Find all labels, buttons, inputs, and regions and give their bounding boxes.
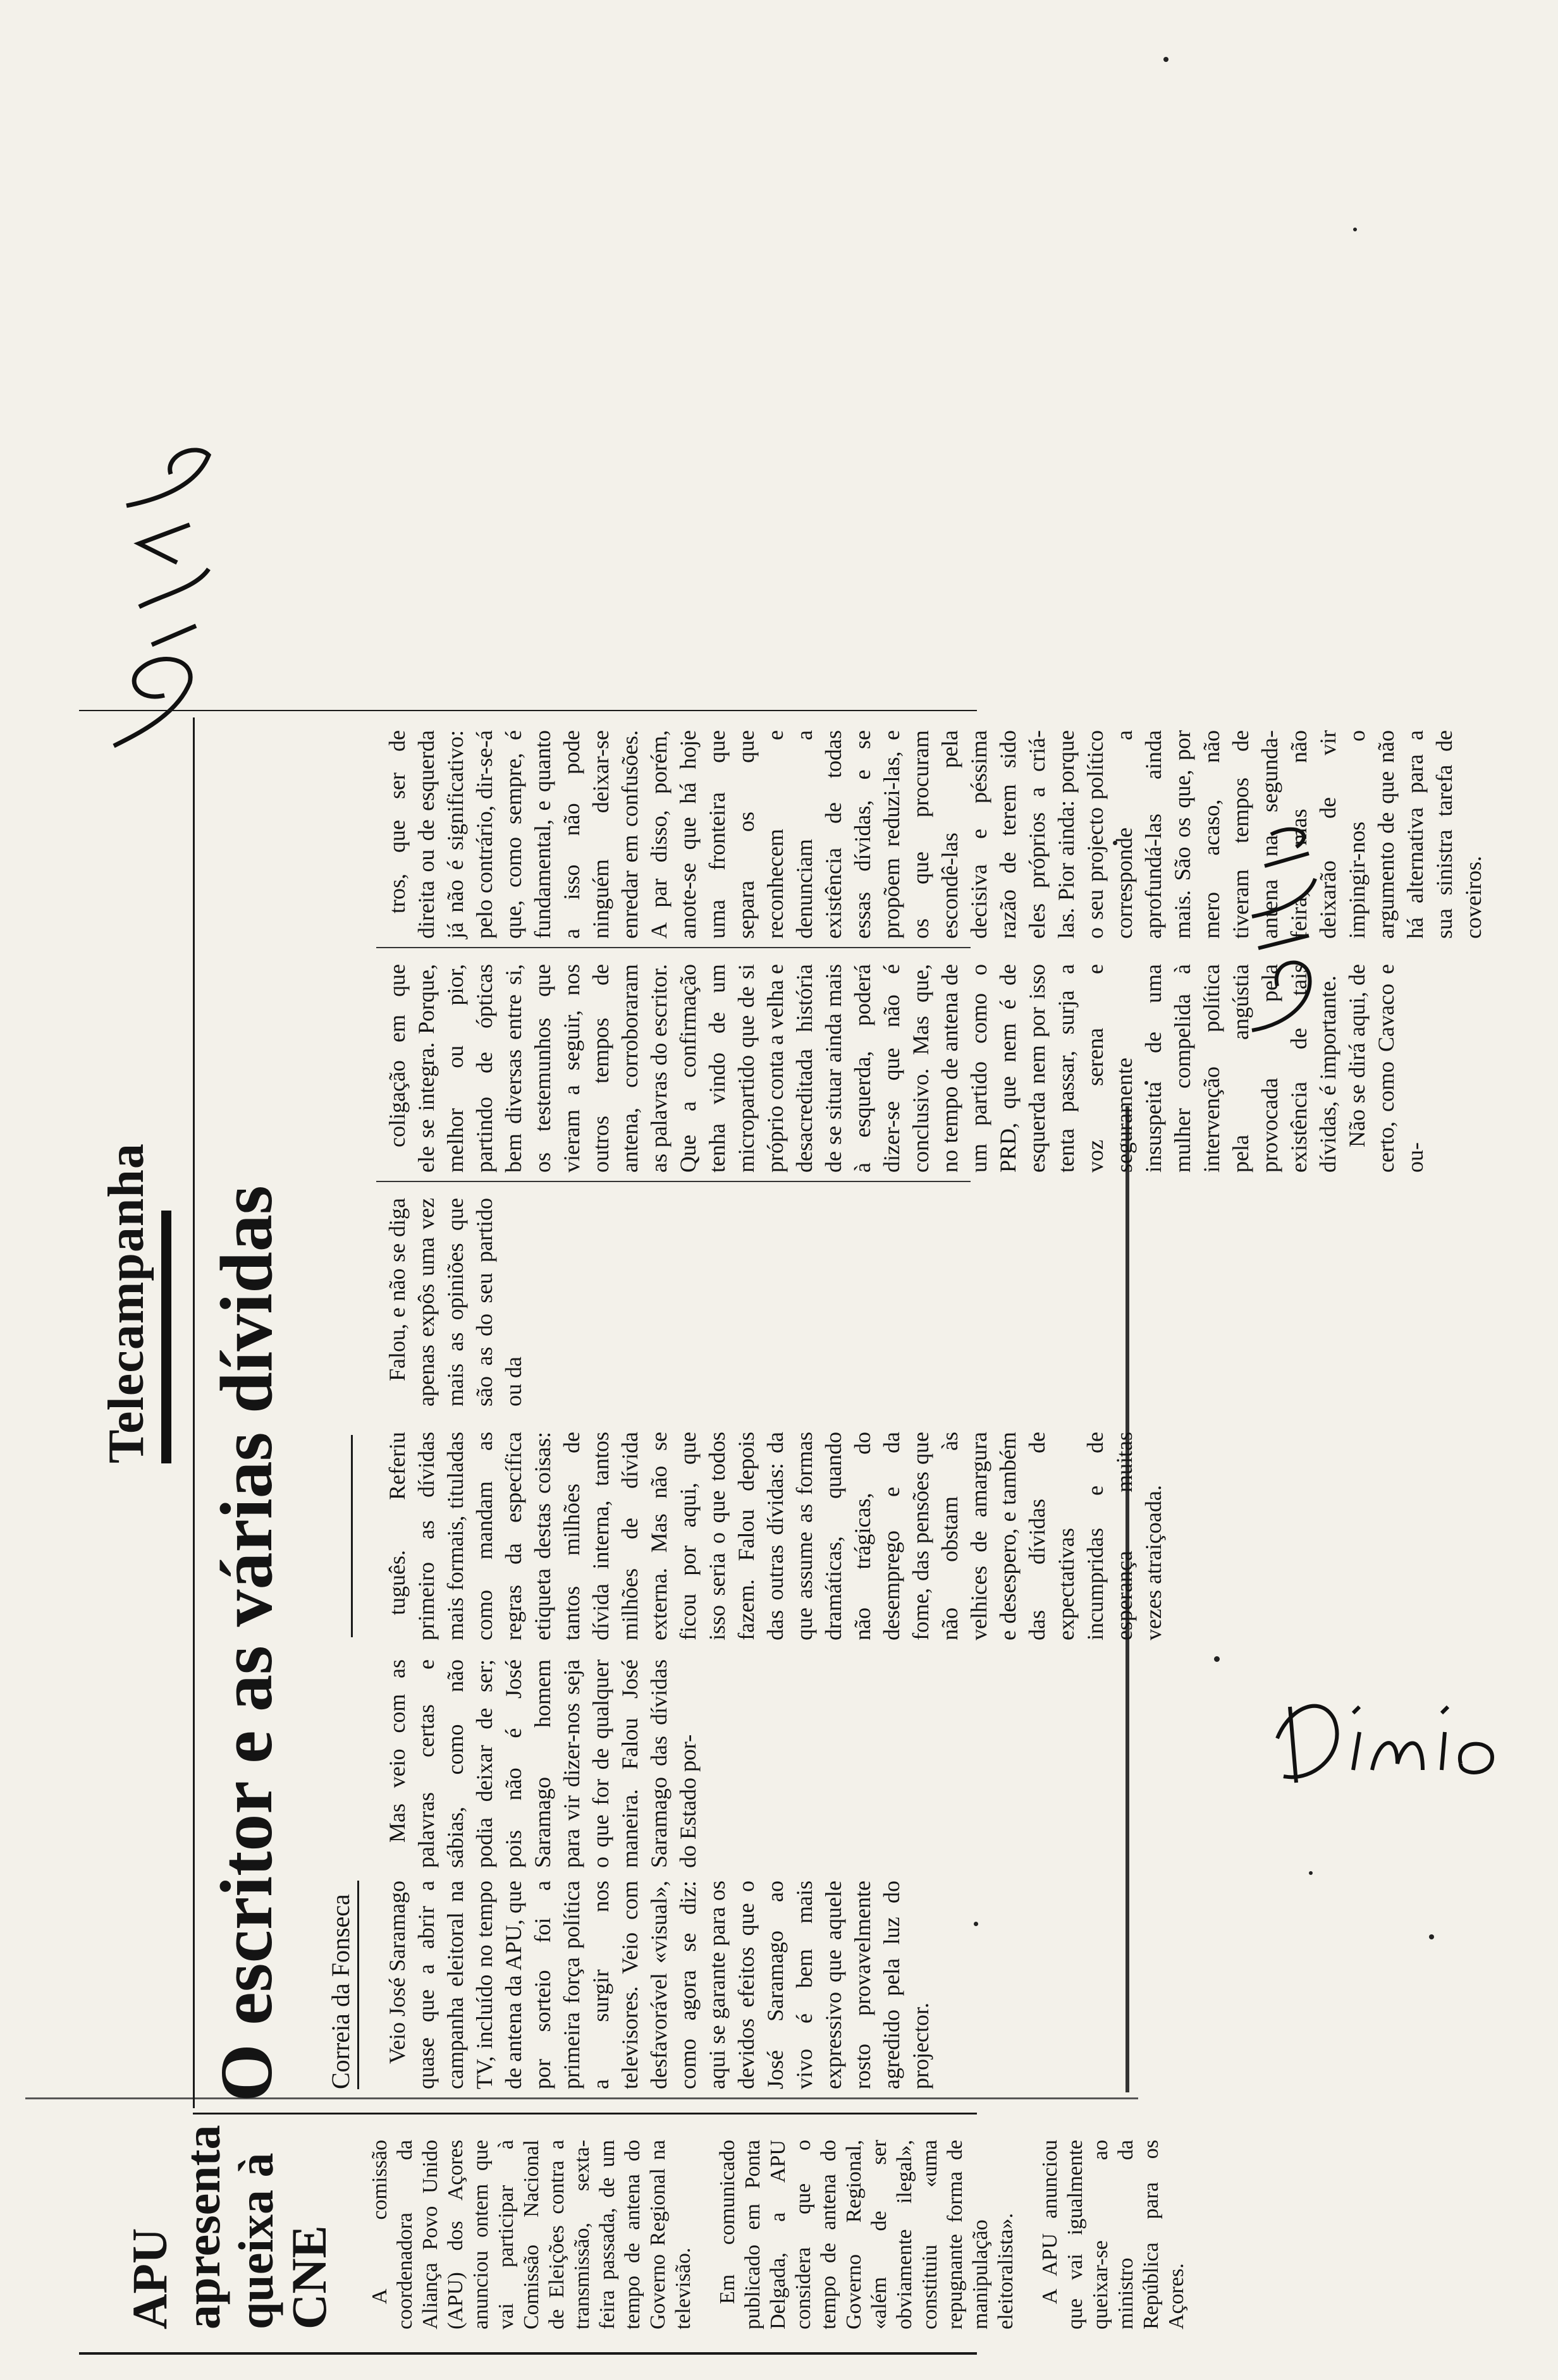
article-column (383, 1198, 528, 1407)
main-headline: O escritor e as várias dívidas (205, 1185, 288, 2102)
section-header (79, 717, 187, 2108)
article-column (383, 1659, 702, 1868)
speck (1163, 57, 1168, 62)
article-paragraph: Não se dirá aqui, de certo, como Cavaco e ou- (1344, 964, 1428, 1173)
side-headline: APU apresenta queixa à CNE (122, 2125, 336, 2329)
side-article (79, 2125, 1188, 2329)
byline: Correia da Fonseca (326, 1894, 355, 2089)
column-divider (376, 1181, 971, 1182)
column-divider (376, 947, 971, 948)
side-paragraph: A APU anunciou que vai igualmente queixar-se ao ministro da República para os Açores. (1038, 2140, 1188, 2329)
section-title: Telecampanha (99, 1143, 154, 1463)
article-paragraph: coligação em que ele se integra. Porque, melhor ou pior, partindo de ópticas bem diversas entre si, os testemunhos que vieram a seguir, nos outros tempos de antena, corroboraram as palavras do escritor. Que a confirmação tenha vindo de um micropartido que de si próprio conta a velha e desacreditada história de se situar ainda mais à esquerda, poderá dizer-se que não é conclusivo. Mas que, no tempo de antena de um partido como o PRD, que nem é de esquerda nem por isso tenta passar, surja a voz serena e seguramente insuspeita de uma mulher compelida à intervenção política pela angústia provocada pela existência de tais dívidas, é importante. (384, 964, 1340, 1173)
newspaper-clipping (79, 534, 1486, 2380)
section-divider (193, 717, 195, 2108)
speck (1429, 1934, 1434, 1939)
section-rule (161, 1211, 171, 1463)
article-paragraph: Falou, e não se diga apenas expôs uma vez mais as opiniões que são as do seu partido ou da (384, 1198, 526, 1407)
column-divider (193, 2113, 977, 2115)
article-paragraph: Veio José Saramago quase que a abrir a campanha eleitoral na TV, incluído no tempo de antena da APU, que por sorteio foi a primeira força política a surgir nos televisores. Veio com desfavorável «visual», como agora se diz: aqui se garante para os devidos efeitos que o José Saramago ao vivo é bem mais expressivo que aquele rosto provavelmente agredido pela luz do projector. (384, 1881, 933, 2089)
side-paragraph: Em comunicado publicado em Ponta Delgada, a APU considera que o tempo de antena do Governo Regional, «além de ser obviamente ilegal», constituiu «uma repugnante forma de manipulação eleitoralista». (716, 2140, 1017, 2329)
speck (1353, 228, 1357, 231)
side-paragraph: A comissão coordenadora da Aliança Povo Unido (APU) dos Açores anunciou ontem que vai participar à Comissão Nacional de Eleições contra a transmissão, sexta-feira passada, de um tempo de antena do Governo Regional na televisão. (368, 2140, 695, 2329)
article-paragraph: tros, que ser de direita ou de esquerda já não é significativo: pelo contrário, dir-se-á que, como sempre, é fundamental, e quanto a isso não pode ninguém deixar-se enredar em confusões. A par disso, porém, anote-se que há hoje uma fronteira que separa os que reconhecem e denunciam a existência de todas essas dívidas, e se propõem reduzi-las, e os que procuram escondê-las pela decisiva e péssima razão de terem sido eles próprios a criá-las. Pior ainda: porque o seu projecto político corresponde a aprofundá-las ainda mais. São os que, por mero acaso, não tiveram tempos de antena na segunda-feira, mas não deixarão de vir impingir-nos o argumento de que não há alternativa para a sua sinistra tarefa de coveiros. (384, 730, 1486, 939)
clipping-border (79, 2352, 977, 2355)
column-rule (351, 1435, 353, 1637)
speck (1214, 1656, 1220, 1662)
speck (1309, 1871, 1313, 1875)
article-column (383, 730, 1488, 939)
handwritten-diario-sideways (1265, 1669, 1518, 1833)
main-article (205, 711, 1486, 2102)
article-column (383, 964, 1430, 1173)
article-paragraph: Mas veio com as palavras certas e sábias, como não podia deixar de ser; pois não é José Saramago homem para vir dizer-nos seja o que for de qualquer maneira. Falou José Saramago das dívidas do Estado por- (384, 1659, 701, 1868)
article-column (383, 1432, 1168, 1640)
article-column (383, 1881, 935, 2089)
byline-rule (357, 1881, 359, 2089)
article-paragraph: tuguês. Referiu primeiro as dívidas mais formais, tituladas como mandam as regras da específica etiqueta destas coisas: tantos milhões de dívida interna, tantos milhões de dívida externa. Mas não se ficou por aqui, que isso seria o que todos fazem. Falou depois das outras dívidas: da que assume as formas dramáticas, quando não trágicas, do desemprego e da fome, das pensões que não obstam às velhices de amargura e desespero, e também das dívidas de expectativas incumpridas e de esperança muitas vezes atraiçoada. (384, 1432, 1166, 1640)
